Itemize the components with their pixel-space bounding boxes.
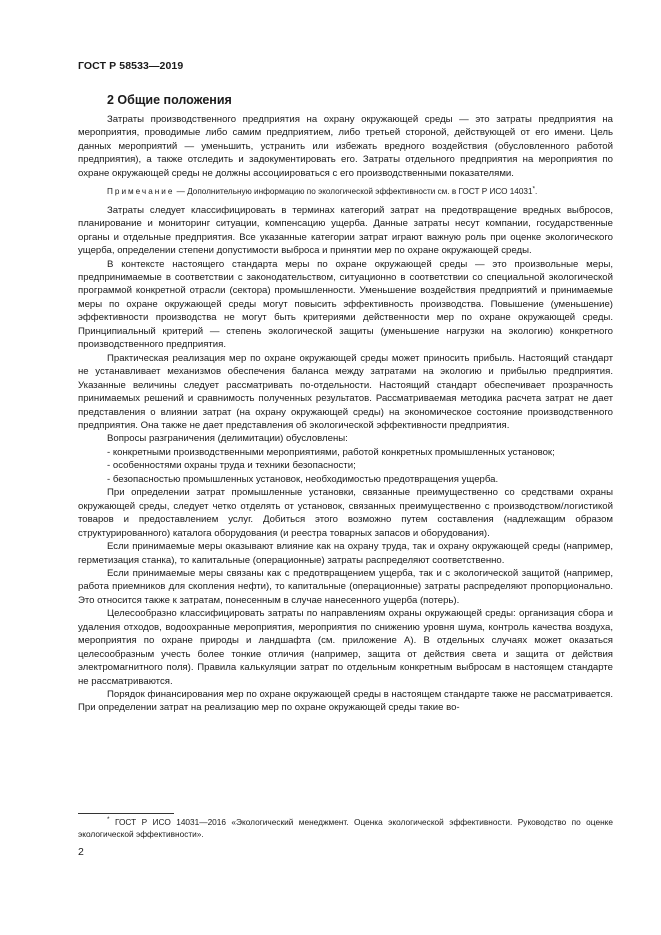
list-item: - особенностями охраны труда и техники безопасности; [107, 460, 356, 472]
footnote-text: ГОСТ Р ИСО 14031—2016 «Экологический менеджмент. Оценка экологической эффективности. Руководство по оценке экологической эффективности». [78, 817, 613, 839]
paragraph-9: Целесообразно классифицировать затраты по направлениям охраны окружающей среды: организация сбора и удаления отходов, водоохранные мероприятия, мероприятия по снижению уровня шума, контроль качества воздуха, мероприятия по охране природы и ландшафта (см. приложение А). В отдельных случаях может оказаться целесообразным учесть более тонкие отличия (например, защита от действия света и защита от действия электромагнитного поля). Правила калькуляции затрат по отдельным конкретным выбросам в настоящем стандарте не рассматриваются. [78, 608, 613, 687]
paragraph-4: Практическая реализация мер по охране окружающей среды может приносить прибыль. Настоящий стандарт не устанавливает механизмов обеспечения баланса между затратами на экологию и прибылью предприятия. Указанные величины следует рассматривать по-отдельности. Настоящий стандарт обеспечивает прозрачность принимаемых решений и сравнимость полученных результатов. Рассматриваемая методика расчета затрат не дает представления о влиянии затрат (на охрану окружающей среды) на экономическое состояние производственного предприятия. Она также не дает представления об экологической эффективности предприятия. [78, 352, 613, 431]
footnote-divider [78, 813, 174, 814]
body-text [78, 113, 613, 715]
paragraph-3: В контексте настоящего стандарта меры по охране окружающей среды — это произвольные меры, предпринимаемые в соответствии с законодательством, ситуационно в соответствии со специальной экологической программой конкретной отрасли (сектора) промышленности. Уменьшение воздействия предприятий и принимаемые меры по охране окружающей среды могут повысить эффективность производства. Повышение (уменьшение) эффективности производства не могут быть критериями действенности мер по охране окружающей среды. Принципиальный критерий — степень экологической защиты (уменьшение нагрузки на экологию) конкретного производственного предприятия. [78, 258, 613, 351]
note-footnote-mark: * [532, 185, 536, 193]
footnote [78, 816, 613, 840]
paragraph-7: Если принимаемые меры оказывают влияние как на охрану труда, так и охрану окружающей среды (например, герметизация станка), то капитальные (операционные) затраты распределяют соответственно. [78, 541, 613, 566]
section-title: 2 Общие положения [107, 93, 232, 107]
footnote-mark: * [107, 816, 110, 824]
page-number: 2 [78, 846, 84, 858]
note-text: — Дополнительную информацию по экологической эффективности см. в ГОСТ Р ИСО 14031 [174, 187, 533, 197]
paragraph-10: Порядок финансирования мер по охране окружающей среды в настоящем стандарте также не рассматривается. При определении затрат на реализацию мер по охране окружающей среды такие во- [78, 689, 613, 714]
note [78, 185, 613, 198]
note-end: . [535, 187, 538, 197]
paragraph-6: При определении затрат промышленные установки, связанные преимущественно со средствами охраны окружающей среды, следует четко отделять от установок, связанных преимущественно с производством/логистикой товаров и предоставлением услуг. Добиться этого возможно путем составления (надлежащим образом структурированного) каталога оборудования (и реестра товарных запасов и оборудования). [78, 487, 613, 539]
note-label: Примечание [107, 187, 175, 197]
paragraph-8: Если принимаемые меры связаны как с предотвращением ущерба, так и с экологической защитой (например, работа приемников для скопления нефти), то капитальные (операционные) затраты распределяют пропорционально. Это относится также к затратам, понесенным в случае нанесенного ущерба (потерь). [78, 567, 613, 606]
standard-header: ГОСТ Р 58533—2019 [78, 60, 184, 72]
list-item: - конкретными производственными мероприятиями, работой конкретных промышленных установок; [107, 446, 555, 458]
paragraph-2: Затраты следует классифицировать в терминах категорий затрат на предотвращение вредных выбросов, планирование и мониторинг ситуации, компенсацию ущерба. Данные затраты несут компании, государственные органы и отдельные предприятия. Все указанные категории затрат играют важную роль при оценке экологического ущерба, определении степени допустимости выброса и принятии мер по охране окружающей среды. [78, 204, 613, 257]
paragraph-1: Затраты производственного предприятия на охрану окружающей среды — это затраты предприятия на мероприятия, проводимые либо самим предприятием, либо третьей стороной, действующей от его имени. Цель данных мероприятий — уменьшить, устранить или избежать вредного воздействия (обусловленного работой предприятия), а также отследить и задокументировать его. Затраты отдельного предприятия на мероприятия по охране окружающей среды не должны ассоциироваться с его производственными показателями. [78, 114, 613, 179]
list-item: - безопасностью промышленных установок, необходимостью предотвращения ущерба. [107, 473, 499, 485]
paragraph-5: Вопросы разграничения (делимитации) обусловлены: [107, 433, 348, 445]
